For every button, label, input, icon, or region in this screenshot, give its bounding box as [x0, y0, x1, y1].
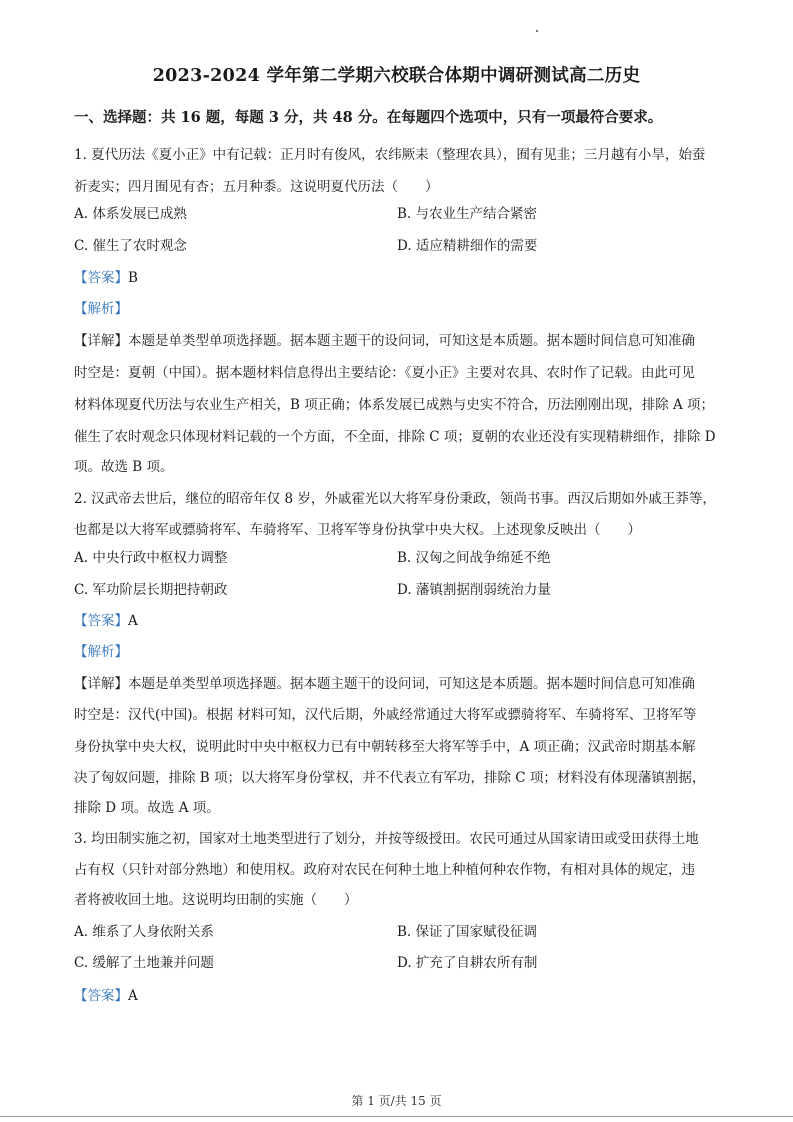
q1-detail-line-5: 项。故选 B 项。	[74, 459, 174, 475]
answer-value: A	[128, 613, 138, 629]
q1-stem-line-1: 1. 夏代历法《夏小正》中有记载：正月时有俊风，农纬厥耒（整理农具），囿有见韭；三月越有小旱，始蚕	[74, 147, 706, 163]
q3-option-c: C. 缓解了土地兼并问题	[74, 955, 214, 971]
q2-analysis-label: 【解析】	[74, 644, 128, 660]
q2-detail-line-3: 身份执掌中央大权，说明此时中央中枢权力已有中朝转移至大将军等手中，A 项正确；汉武帝时期基本解	[74, 739, 696, 755]
q1-detail-line-4: 催生了农时观念只体现材料记载的一个方面，不全面，排除 C 项；夏朝的农业还没有实现精耕细作，排除 D	[74, 429, 716, 445]
section-heading: 一、选择题：共 16 题，每题 3 分，共 48 分。在每题四个选项中，只有一项最符合要求。	[74, 109, 663, 126]
answer-label: 【答案】	[74, 613, 128, 629]
page-footer: 第 1 页/共 15 页	[351, 1094, 442, 1108]
q3-answer	[74, 984, 138, 1004]
detail-label: 【详解】	[74, 333, 128, 349]
q1-stem-line-2: 祈麦实；四月囿见有杏；五月种黍。这说明夏代历法（ ）	[74, 179, 439, 195]
scan-dot	[536, 30, 538, 32]
detail-label: 【详解】	[74, 676, 128, 692]
q3-option-d: D. 扩充了自耕农所有制	[397, 955, 538, 971]
q2-option-a: A. 中央行政中枢权力调整	[74, 550, 228, 566]
q1-option-c: C. 催生了农时观念	[74, 238, 187, 254]
q1-detail-line-1	[74, 329, 695, 349]
q1-option-b: B. 与农业生产结合紧密	[397, 206, 538, 222]
q1-option-d: D. 适应精耕细作的需要	[397, 238, 538, 254]
q1-option-a: A. 体系发展已成熟	[74, 206, 187, 222]
q2-detail-line-2: 时空是：汉代(中国)。根据 材料可知，汉代后期，外戚经常通过大将军或骠骑将军、车骑将军、卫将军等	[74, 707, 697, 723]
q2-option-d: D. 藩镇割据削弱统治力量	[397, 582, 551, 598]
q1-detail-line-3: 材料体现夏代历法与农业生产相关，B 项正确；体系发展已成熟与史实不符合，历法刚刚出现，排除 A 项；	[74, 397, 715, 413]
q3-option-b: B. 保证了国家赋役征调	[397, 924, 538, 940]
q1-answer	[74, 266, 138, 286]
q3-option-a: A. 维系了人身依附关系	[74, 924, 214, 940]
q2-answer	[74, 609, 138, 629]
q2-option-b: B. 汉匈之间战争绵延不绝	[397, 550, 551, 566]
answer-value: B	[128, 270, 138, 286]
q2-stem-line-1: 2. 汉武帝去世后，继位的昭帝年仅 8 岁，外戚霍光以大将军身份秉政，领尚书事。西汉后期如外戚王莽等，	[74, 491, 716, 507]
q2-detail-line-5: 排除 D 项。故选 A 项。	[74, 800, 220, 816]
page-title: 2023-2024 学年第二学期六校联合体期中调研测试高二历史	[152, 66, 641, 86]
q3-stem-line-3: 者将被收回土地。这说明均田制的实施（ ）	[74, 892, 358, 908]
answer-label: 【答案】	[74, 988, 128, 1004]
answer-value: A	[128, 988, 138, 1004]
q2-option-c: C. 军功阶层长期把持朝政	[74, 582, 228, 598]
q2-detail-line-4: 决了匈奴问题，排除 B 项；以大将军身份掌权，并不代表立有军功，排除 C 项；材料没有体现藩镇割据，	[74, 770, 706, 786]
q1-detail-line-2: 时空是：夏朝（中国）。据本题材料信息得出主要结论：《夏小正》主要对农具、农时作了记载。由此可见	[74, 365, 695, 381]
detail-text: 本题是单类型单项选择题。据本题主题干的设问词，可知这是本质题。据本题时间信息可知准确	[128, 676, 695, 692]
q1-analysis-label: 【解析】	[74, 301, 128, 317]
q2-detail-line-1	[74, 672, 695, 692]
bottom-divider	[0, 1116, 793, 1117]
q3-stem-line-2: 占有权（只针对部分熟地）和使用权。政府对农民在何种土地上种植何种农作物，有相对具体的规定，违	[74, 862, 695, 878]
detail-text: 本题是单类型单项选择题。据本题主题干的设问词，可知这是本质题。据本题时间信息可知准确	[128, 333, 695, 349]
q3-stem-line-1: 3. 均田制实施之初，国家对土地类型进行了划分，并按等级授田。农民可通过从国家请田或受田获得土地	[74, 831, 699, 847]
answer-label: 【答案】	[74, 270, 128, 286]
q2-stem-line-2: 也都是以大将军或骠骑将军、车骑将军、卫将军等身份执掌中央大权。上述现象反映出（ ）	[74, 522, 641, 538]
